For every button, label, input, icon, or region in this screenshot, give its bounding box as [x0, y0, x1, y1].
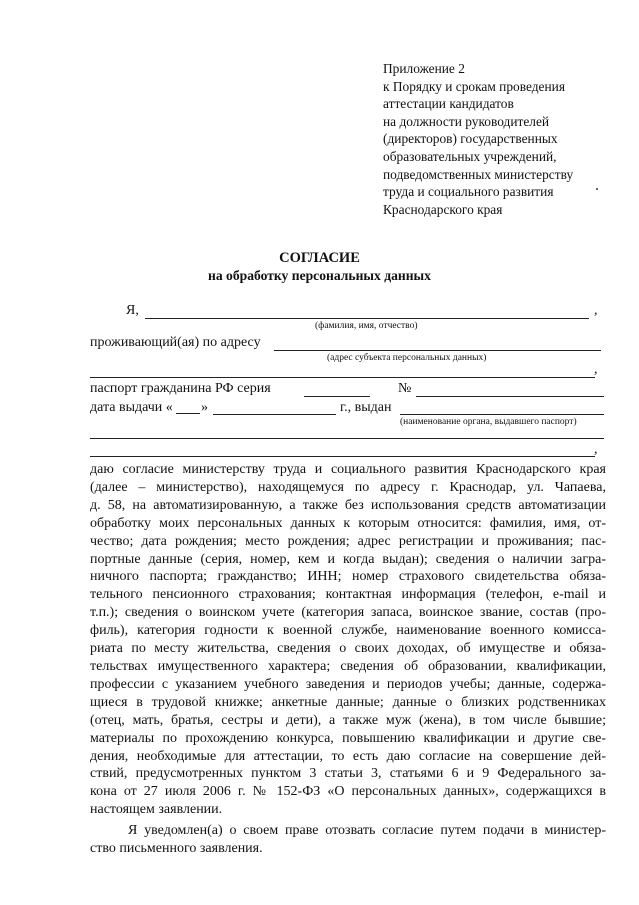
issuer-field-continued[interactable]	[90, 438, 604, 439]
body-line: настоящем заявлении.	[90, 802, 223, 818]
appendix-line: подведомственных министерству	[383, 166, 574, 182]
body-line: профессии с указанием учебного заведения и периодов учебы; данные, содержа-	[90, 676, 606, 692]
address-field[interactable]	[274, 350, 601, 351]
body-line: щиеся в трудовой книжке; анкетные данные; данные о близких родственниках	[90, 694, 606, 710]
issue-day-field[interactable]	[176, 413, 200, 414]
issuer-field-continued-2[interactable]	[90, 456, 595, 457]
appendix-line: труда и социального развития	[383, 184, 554, 200]
body-line: кона от 27 июля 2006 г. № 152-ФЗ «О персональных данных», содержащихся в	[90, 784, 606, 800]
appendix-line: Краснодарского края	[383, 201, 503, 217]
address-comma: ,	[594, 362, 598, 377]
document-subtitle: на обработку персональных данных	[208, 268, 431, 283]
appendix-line: к Порядку и срокам проведения	[383, 78, 565, 94]
address-hint: (адрес субъекта персональных данных)	[327, 353, 487, 363]
appendix-line: Приложение 2	[383, 61, 465, 76]
appendix-line: образовательных учреждений,	[383, 148, 557, 164]
address-field-continued[interactable]	[90, 377, 595, 378]
issue-date-label: дата выдачи «	[90, 400, 173, 415]
passport-label: паспорт гражданина РФ серия	[90, 381, 271, 396]
passport-series-field[interactable]	[304, 396, 370, 397]
issuer-field[interactable]	[400, 414, 604, 415]
fio-field[interactable]	[145, 318, 589, 319]
body-line: тельствах имущественного характера; сведения об образовании, квалификации,	[90, 658, 606, 674]
appendix-line: аттестации кандидатов	[383, 96, 514, 112]
consent-paragraph	[90, 461, 606, 858]
body-line: чество; дата рождения; место рождения; адрес регистрации и проживания; пас-	[90, 533, 606, 549]
body-line: ничного паспорта; гражданство; ИНН; номер страхового свидетельства обяза-	[90, 569, 606, 585]
appendix-line: на должности руководителей	[383, 113, 550, 129]
fio-hint: (фамилия, имя, отчество)	[315, 321, 418, 331]
fio-comma: ,	[594, 303, 598, 318]
body-line: даю согласие министерству труда и социального развития Краснодарского края	[90, 462, 606, 477]
scan-speck	[596, 188, 598, 190]
body-line: риата по месту жительства, сведения о своих доходах, об имуществе и обяза-	[90, 641, 606, 657]
notice-line: ство письменного заявления.	[90, 841, 263, 857]
body-line: д. 58, на автоматизированную, а также без использования средств автоматизации	[90, 497, 606, 513]
i-label: Я,	[126, 303, 139, 318]
appendix-header	[383, 60, 633, 218]
body-line: портные данные (серия, номер, кем и когда выдан); сведения о наличии загра-	[90, 551, 606, 567]
body-line: обработку моих персональных данных к которым относится: фамилия, имя, от-	[90, 515, 606, 531]
body-line: ствий, предусмотренных пунктом 3 статьи 3, статьями 6 и 9 Федерального за-	[90, 766, 606, 782]
document-title: СОГЛАСИЕ	[279, 250, 360, 266]
body-line: материалы по прохождению конкурса, повышению квалификации и другие све-	[90, 730, 606, 746]
body-line: (далее – министерство), находящемуся по адресу г. Краснодар, ул. Чапаева,	[90, 479, 606, 495]
issue-month-field[interactable]	[213, 414, 336, 415]
body-line: дения, необходимые для аттестации, то есть даю согласие на совершение дей-	[90, 748, 606, 764]
issue-date-close: »	[201, 400, 208, 415]
body-line: (отец, мать, братья, сестры и дети), а также муж (жена), в том числе бывшие;	[90, 712, 606, 728]
body-line: тельного пенсионного страхования; контактная информация (телефон, e-mail и	[90, 587, 606, 603]
appendix-line: (директоров) государственных	[383, 131, 558, 147]
residing-label: проживающий(ая) по адресу	[90, 335, 261, 350]
issuer-comma: ,	[594, 442, 598, 457]
passport-number-field[interactable]	[416, 396, 604, 397]
issuer-hint: (наименование органа, выдавшего паспорт)	[400, 417, 577, 427]
notice-line: Я уведомлен(а) о своем праве отозвать согласие путем подачи в министер-	[128, 823, 606, 839]
body-line: т.п.); сведения о воинском учете (категория запаса, воинское звание, состав (про-	[90, 605, 606, 621]
passport-number-label: №	[398, 381, 412, 396]
issue-year-label: г., выдан	[340, 400, 392, 415]
body-line: филь), категория годности к военной службе, наименование военного комисса-	[90, 623, 606, 639]
